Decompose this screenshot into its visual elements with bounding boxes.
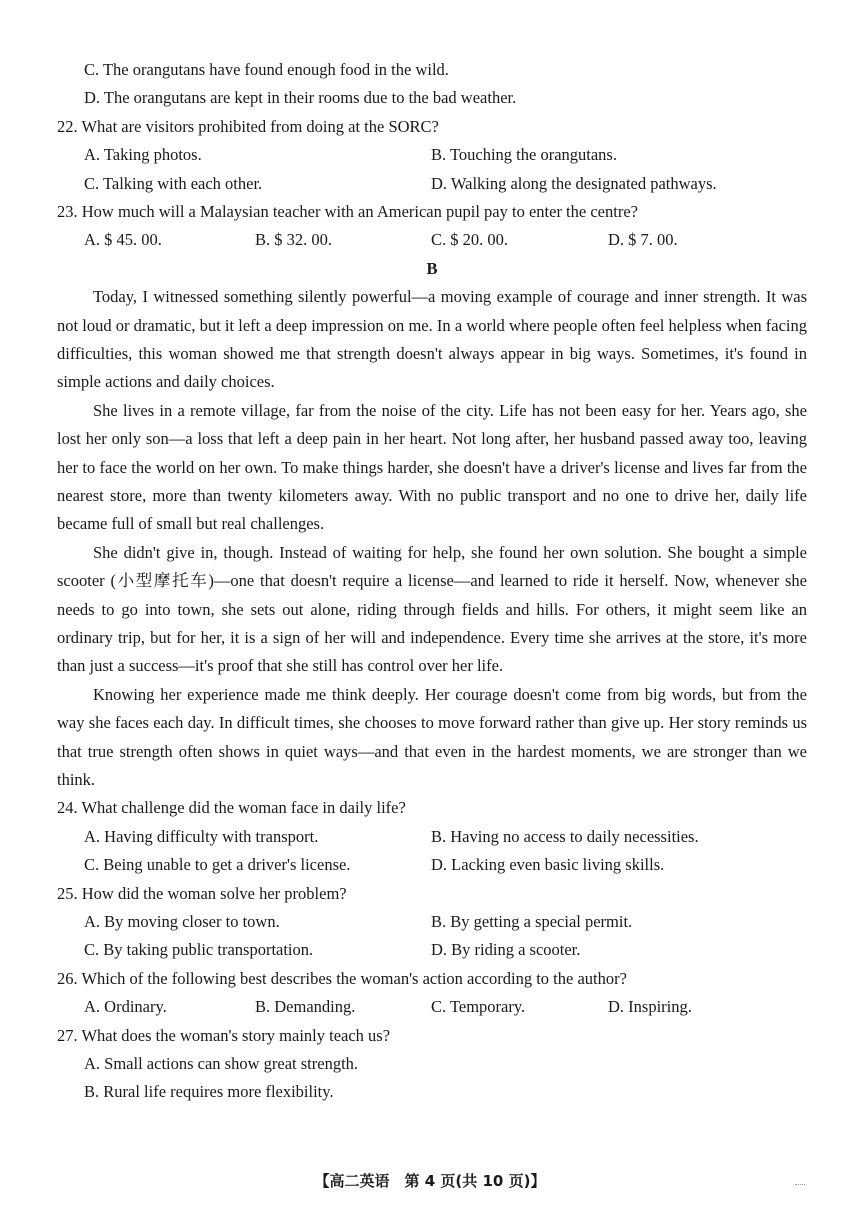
q22-option-a: A. Taking photos.: [84, 145, 202, 165]
q27-option-b: B. Rural life requires more flexibility.: [84, 1082, 334, 1102]
q26-stem: 26. Which of the following best describes the woman's action according to the author?: [57, 968, 627, 988]
q22-option-c: C. Talking with each other.: [84, 173, 263, 193]
q25-options-row1: [57, 908, 807, 936]
q24-stem: 24. What challenge did the woman face in daily life?: [57, 798, 406, 818]
q26-option-d: D. Inspiring.: [608, 997, 692, 1017]
q23-options: [57, 226, 807, 254]
section-b-heading: B: [426, 258, 438, 278]
q22-option-d: D. Walking along the designated pathways.: [431, 173, 717, 193]
q22-stem: 22. What are visitors prohibited from doing at the SORC?: [57, 116, 439, 136]
q25-option-b: B. By getting a special permit.: [431, 912, 633, 931]
q23-option-b: B. $ 32. 00.: [255, 230, 333, 250]
q26-options: [57, 993, 807, 1021]
q23-option-d: D. $ 7. 00.: [608, 230, 678, 250]
corner-mark: [795, 1184, 805, 1185]
q26-option-b: B. Demanding.: [255, 997, 356, 1017]
q26-option-a: A. Ordinary.: [84, 997, 167, 1017]
q23-stem: 23. How much will a Malaysian teacher with an American pupil pay to enter the centre?: [57, 201, 638, 221]
q25-option-c: C. By taking public transportation.: [84, 940, 314, 960]
q23-option-a: A. $ 45. 00.: [84, 230, 162, 250]
q25-stem: 25. How did the woman solve her problem?: [57, 883, 347, 903]
q24-option-b: B. Having no access to daily necessities.: [431, 826, 699, 846]
exam-page: [57, 56, 807, 1107]
q21-option-d: D. The orangutans are kept in their rooms due to the bad weather.: [84, 88, 517, 108]
passage-paragraph-1: Today, I witnessed something silently powerful—a moving example of courage and inner strength. It was not loud or dramatic, but it left a deep impression on me. In a world where people often feel helpless when facing difficulties, this woman showed me that strength doesn't always appear in big ways. Sometimes, it's found in simple actions and daily choices.: [57, 287, 807, 392]
q21-option-c: C. The orangutans have found enough food in the wild.: [84, 60, 449, 79]
passage-paragraph-4: Knowing her experience made me think deeply. Her courage doesn't come from big words, but from the way she faces each day. In difficult times, she chooses to move forward rather than give up. Her story reminds us that true strength often shows in quiet ways—and that even in the hardest moments, we are stronger than we think.: [57, 684, 807, 790]
passage-paragraph-3: She didn't give in, though. Instead of waiting for help, she found her own solution. She bought a simple scooter (小型摩托车)—one that doesn't require a license—and learned to ride it herself. Now, whenever she needs to go into town, she sets out alone, riding through fields and hills. For others, it might seem like an ordinary trip, but for her, it is a sign of her will and independence. Every time she arrives at the store, it's more than just a success—it's proof that she still has control over her life.: [57, 542, 807, 676]
q22-options-row2: [57, 170, 807, 198]
q25-option-a: A. By moving closer to town.: [84, 912, 280, 931]
page-footer: 【高二英语 第 4 页(共 10 页)】: [314, 1172, 546, 1190]
q26-option-c: C. Temporary.: [431, 997, 526, 1017]
q24-options-row1: [57, 823, 807, 851]
q23-option-c: C. $ 20. 00.: [431, 230, 509, 250]
q24-option-a: A. Having difficulty with transport.: [84, 826, 319, 846]
q24-options-row2: [57, 851, 807, 879]
q24-option-c: C. Being unable to get a driver's license.: [84, 855, 351, 875]
passage-paragraph-2: She lives in a remote village, far from the noise of the city. Life has not been easy for her. Years ago, she lost her only son—a loss that left a deep pain in her heart. Not long after, her husband passed away too, leaving her to face the world on her own. To make things harder, she doesn't have a driver's license and lives far from the nearest store, more than twenty kilometers away. With no public transport and no one to drive her, daily life became full of small but real challenges.: [57, 400, 807, 534]
q27-stem: 27. What does the woman's story mainly teach us?: [57, 1025, 391, 1045]
q25-option-d: D. By riding a scooter.: [431, 940, 581, 960]
q22-option-b: B. Touching the orangutans.: [431, 145, 617, 165]
q22-options-row1: [57, 141, 807, 169]
q25-options-row2: [57, 936, 807, 964]
q27-option-a: A. Small actions can show great strength.: [84, 1053, 359, 1073]
q24-option-d: D. Lacking even basic living skills.: [431, 855, 665, 875]
